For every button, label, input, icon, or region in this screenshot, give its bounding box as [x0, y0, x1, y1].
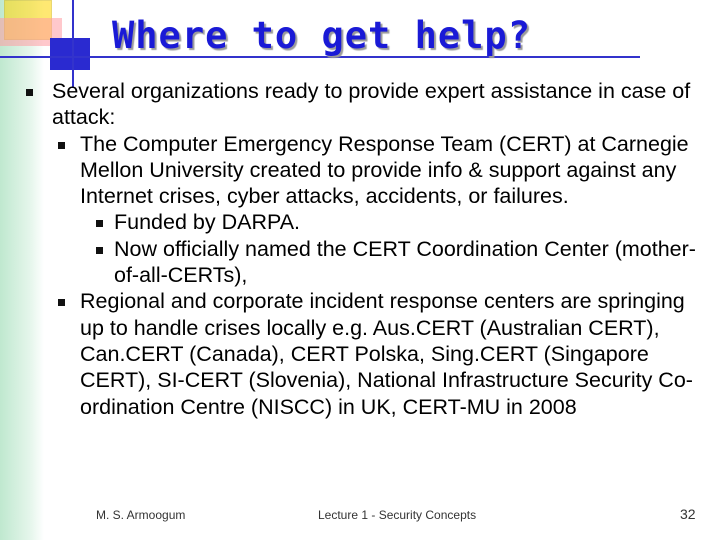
footer-author: M. S. Armoogum	[96, 508, 186, 522]
square-bullet-icon	[96, 247, 103, 254]
footer-lecture: Lecture 1 - Security Concepts	[318, 508, 477, 522]
bullet-text: Regional and corporate incident response centers are springing up to handle crises locally e.g. Aus.CERT (Australian CERT), Can.CERT (Canada), CERT Polska, Sing.CERT (Singapore CERT), SI-CERT (Slovenia), National Infrastructure Security Co-ordination Centre (NISCC) in UK, CERT-MU in 2008	[80, 289, 693, 419]
bullet-text: The Computer Emergency Response Team (CERT) at Carnegie Mellon University created to provide info & support against any Internet crises, cyber attacks, accidents, or failures.	[80, 131, 689, 209]
bullet-level1	[22, 78, 712, 131]
bullet-text: Funded by DARPA.	[114, 210, 301, 235]
bullet-level2	[22, 131, 712, 210]
square-bullet-icon	[58, 299, 65, 306]
decor-vertical-line	[72, 0, 74, 88]
bullet-text: Now officially named the CERT Coordination Center (mother-of-all-CERTs),	[114, 236, 696, 288]
bullet-level3	[22, 236, 712, 289]
page-number: 32	[680, 506, 696, 522]
bullet-level2	[22, 288, 712, 419]
slide-title: Where to get help?	[112, 14, 531, 57]
square-bullet-icon	[26, 89, 33, 96]
slide-body	[22, 78, 712, 420]
decor-blue-square	[50, 38, 90, 70]
bullet-level3	[22, 209, 712, 235]
square-bullet-icon	[96, 220, 103, 227]
bullet-text: Several organizations ready to provide expert assistance in case of attack:	[52, 79, 691, 130]
square-bullet-icon	[58, 142, 65, 149]
